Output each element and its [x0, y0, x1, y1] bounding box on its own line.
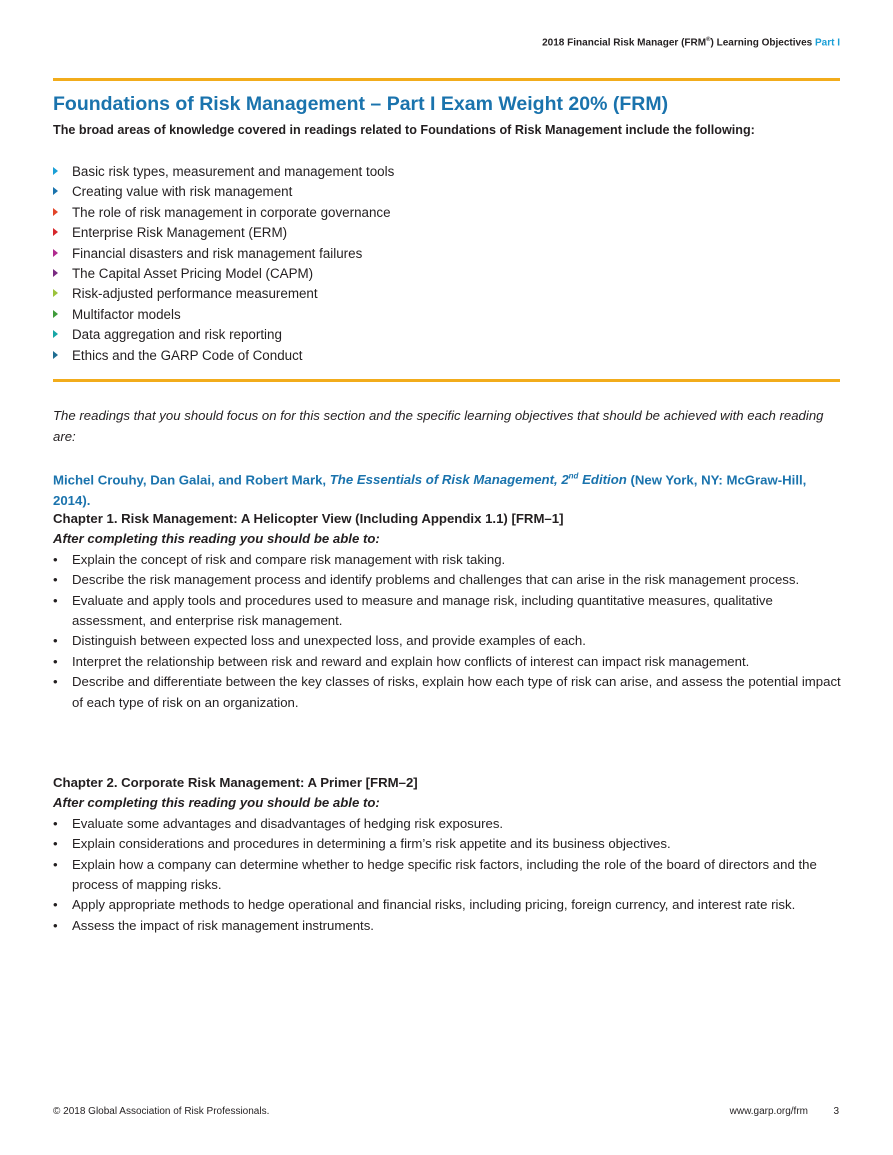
bullet-icon: • — [53, 551, 58, 567]
topic-label: The Capital Asset Pricing Model (CAPM) — [72, 265, 314, 281]
objective-item: • Apply appropriate methods to hedge operational and financial risks, including pricing, foreign currency, and interest rate risk. — [53, 895, 843, 915]
topic-label: Enterprise Risk Management (ERM) — [72, 225, 288, 241]
bullet-icon: • — [53, 592, 58, 608]
chapter-title: Chapter 2. Corporate Risk Management: A Primer [FRM–2] — [53, 775, 418, 790]
topic-item — [53, 326, 394, 346]
topic-label: Risk-adjusted performance measurement — [72, 286, 318, 302]
arrow-bullet-icon — [53, 351, 58, 359]
arrow-bullet-icon — [53, 187, 58, 195]
bullet-icon: • — [53, 815, 58, 831]
footer-url-link[interactable]: www.garp.org/frm — [729, 1106, 808, 1117]
top-divider — [53, 78, 840, 81]
book-publisher: (New York, NY: McGraw-Hill, 2014). — [53, 472, 807, 508]
bullet-icon: • — [53, 856, 58, 872]
topic-list — [53, 163, 394, 367]
objective-list — [53, 550, 843, 713]
chapter-lead: After completing this reading you should be able to: — [53, 531, 380, 547]
topic-label: Multifactor models — [72, 306, 181, 322]
topic-label: Data aggregation and risk reporting — [72, 327, 282, 343]
objective-item: • Explain the concept of risk and compare risk management with risk taking. — [53, 550, 843, 570]
arrow-bullet-icon — [53, 269, 58, 277]
arrow-bullet-icon — [53, 289, 58, 297]
arrow-bullet-icon — [53, 228, 58, 236]
objective-item: • Describe the risk management process and identify problems and challenges that can arise in the risk management process. — [53, 570, 843, 590]
topic-item — [53, 245, 394, 265]
bullet-icon: • — [53, 653, 58, 669]
objective-item: • Explain how a company can determine whether to hedge specific risk factors, including the role of the board of directors and the process of mapping risks. — [53, 856, 817, 893]
chapter-lead: After completing this reading you should be able to: — [53, 795, 380, 811]
book-title: The Essentials of Risk Management, 2nd Edition — [329, 472, 627, 488]
objective-item: • Describe and differentiate between the key classes of risks, explain how each type of risk can arise, and assess the potential impact of each type of risk on an organization. — [53, 674, 841, 710]
registered-mark: ® — [706, 37, 711, 43]
book-citation — [53, 467, 833, 511]
topic-item — [53, 224, 394, 244]
topic-item — [53, 347, 394, 367]
section-divider — [53, 379, 840, 382]
section-title: Foundations of Risk Management – Part I Exam Weight 20% (FRM) — [53, 93, 669, 115]
topic-item — [53, 204, 394, 224]
arrow-bullet-icon — [53, 208, 58, 216]
section-intro: The broad areas of knowledge covered in readings related to Foundations of Risk Management include the following: — [53, 123, 755, 137]
objective-item: • Assess the impact of risk management instruments. — [53, 916, 843, 936]
objective-item: • Distinguish between expected loss and unexpected loss, and provide examples of each. — [53, 631, 843, 651]
bullet-icon: • — [53, 836, 58, 852]
objective-list — [53, 814, 843, 936]
topic-label: The role of risk management in corporate governance — [72, 204, 391, 220]
bullet-icon: • — [53, 917, 58, 933]
bullet-icon: • — [53, 674, 58, 690]
topic-label: Ethics and the GARP Code of Conduct — [72, 347, 303, 363]
running-header — [542, 37, 840, 48]
objective-item: • Explain considerations and procedures in determining a firm’s risk appetite and its business objectives. — [53, 834, 843, 854]
bullet-icon: • — [53, 897, 58, 913]
objective-item: • Interpret the relationship between risk and reward and explain how conflicts of interest can impact risk management. — [53, 652, 843, 672]
page-number: 3 — [833, 1106, 839, 1117]
arrow-bullet-icon — [53, 167, 58, 175]
topic-label: Creating value with risk management — [72, 184, 293, 200]
footer-copyright: © 2018 Global Association of Risk Professionals. — [53, 1106, 270, 1117]
topic-item — [53, 306, 394, 326]
chapter-title: Chapter 1. Risk Management: A Helicopter View (Including Appendix 1.1) [FRM–1] — [53, 511, 564, 526]
topic-item — [53, 265, 394, 285]
objective-item: • Evaluate and apply tools and procedures used to measure and manage risk, including quantitative measures, qualitative assessment, and enterprise risk management. — [53, 592, 773, 629]
topic-label: Financial disasters and risk management failures — [72, 245, 363, 261]
chapter-1 — [53, 509, 843, 713]
topic-item — [53, 183, 394, 203]
bullet-icon: • — [53, 572, 58, 588]
arrow-bullet-icon — [53, 249, 58, 257]
running-header-part: Part I — [814, 37, 840, 49]
topic-label: Basic risk types, measurement and management tools — [72, 164, 395, 179]
objective-item: • Evaluate some advantages and disadvantages of hedging risk exposures. — [53, 814, 843, 834]
topic-item — [53, 285, 394, 305]
readings-note: The readings that you should focus on for this section and the specific learning objectives that should be achieved with each reading are: — [53, 408, 824, 444]
running-header-prefix: 2018 Financial Risk Manager (FRM — [542, 37, 707, 49]
running-header-suffix: ) Learning Objectives — [710, 37, 815, 49]
bullet-icon: • — [53, 633, 58, 649]
book-authors: Michel Crouhy, Dan Galai, and Robert Mark, — [53, 472, 330, 488]
arrow-bullet-icon — [53, 310, 58, 318]
chapter-2 — [53, 773, 843, 936]
arrow-bullet-icon — [53, 330, 58, 338]
topic-item — [53, 163, 394, 183]
